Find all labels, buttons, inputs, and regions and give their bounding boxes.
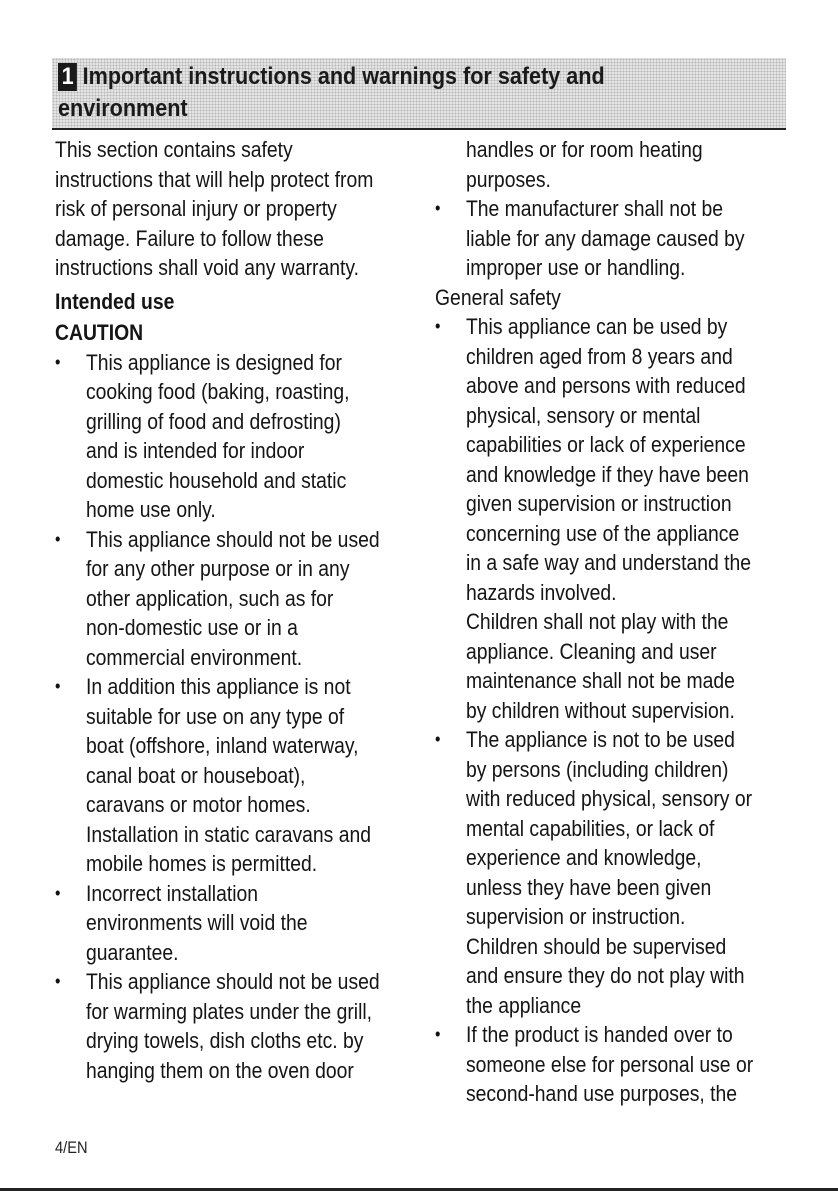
bullet-item	[55, 672, 451, 879]
text-line: risk of personal injury or property	[55, 196, 337, 221]
bullet-icon: •	[435, 198, 441, 218]
text-line: mental capabilities, or lack of	[465, 815, 715, 841]
section-title-line-2: environment	[58, 95, 188, 122]
heading-general-safety: General safety	[435, 284, 561, 310]
text-line: and knowledge if they have been	[465, 461, 749, 487]
text-line: caravans or motor homes.	[85, 792, 311, 817]
text-line: improper use or handling.	[465, 255, 686, 280]
text-line: This appliance can be used by	[465, 314, 728, 339]
text-line: cooking food (baking, roasting,	[85, 379, 350, 404]
bullet-item	[55, 525, 451, 673]
text-line: environments will void the	[85, 910, 308, 935]
bullet-item	[435, 725, 831, 1020]
bullet-icon: •	[435, 729, 441, 749]
text-line: by persons (including children)	[465, 756, 729, 782]
intro-paragraph	[55, 135, 451, 283]
text-line: damage. Failure to follow these	[55, 225, 324, 251]
text-line: and is intended for indoor	[85, 438, 305, 463]
section-number: 1	[58, 63, 77, 91]
text-line: in a safe way and understand the	[465, 550, 752, 575]
text-line: Incorrect installation	[85, 880, 259, 906]
text-line: handles or for room heating	[465, 137, 703, 162]
text-line: Installation in static caravans and	[85, 821, 371, 847]
text-line: with reduced physical, sensory or	[465, 786, 753, 811]
text-line: second-hand use purposes, the	[465, 1081, 738, 1106]
bullet-item	[55, 879, 451, 968]
text-line: and ensure they do not play with	[465, 963, 745, 988]
text-line: In addition this appliance is not	[85, 674, 351, 699]
text-line: mobile homes is permitted.	[85, 851, 318, 876]
text-line: the appliance	[465, 992, 582, 1018]
bullet-item	[55, 967, 451, 1085]
bullet-item	[435, 312, 831, 725]
section-title	[58, 61, 778, 125]
continuation-text	[435, 135, 831, 194]
bullet-icon: •	[55, 676, 61, 696]
text-line: someone else for personal use or	[465, 1051, 754, 1077]
text-line: Children should be supervised	[465, 933, 727, 959]
text-line: This appliance should not be used	[85, 969, 380, 994]
text-line: hanging them on the oven door	[85, 1057, 354, 1083]
left-column	[55, 135, 455, 1085]
text-line: for warming plates under the grill,	[85, 998, 373, 1024]
bullet-item	[55, 348, 451, 525]
text-line: This appliance is designed for	[85, 349, 342, 375]
bullet-icon: •	[435, 1024, 441, 1044]
section-header	[52, 58, 786, 130]
bullet-icon: •	[55, 528, 61, 549]
text-line: The manufacturer shall not be	[465, 196, 724, 221]
text-line: commercial environment.	[85, 644, 303, 670]
page-number: 4/EN	[55, 1138, 88, 1157]
text-line: hazards involved.	[465, 579, 617, 605]
text-line: physical, sensory or mental	[465, 402, 701, 428]
text-line: other application, such as for	[85, 585, 334, 611]
text-line: The appliance is not to be used	[465, 727, 735, 752]
bullet-item	[435, 1020, 831, 1109]
section-title-line-1: Important instructions and warnings for safety and	[82, 63, 605, 90]
text-line: purposes.	[465, 166, 551, 192]
bullet-icon: •	[55, 882, 61, 903]
text-line: boat (offshore, inland waterway,	[85, 733, 359, 758]
text-line: This section contains safety	[55, 137, 293, 162]
text-line: concerning use of the appliance	[465, 520, 740, 546]
text-line: children aged from 8 years and	[465, 343, 733, 369]
text-line: If the product is handed over to	[465, 1022, 733, 1047]
text-line: suitable for use on any type of	[85, 703, 345, 729]
bullet-icon: •	[55, 351, 61, 372]
text-line: above and persons with reduced	[465, 373, 746, 398]
text-line: appliance. Cleaning and user	[465, 638, 717, 664]
text-line: maintenance shall not be made	[465, 668, 735, 693]
bullet-item	[435, 194, 831, 283]
text-line: by children without supervision.	[465, 697, 735, 723]
text-line: guarantee.	[85, 939, 179, 965]
text-line: drying towels, dish cloths etc. by	[85, 1028, 364, 1053]
text-line: grilling of food and defrosting)	[85, 408, 341, 434]
text-line: non-domestic use or in a	[85, 615, 298, 640]
text-line: experience and knowledge,	[465, 845, 702, 870]
text-line: unless they have been given	[465, 874, 712, 900]
bullet-icon: •	[435, 316, 441, 336]
text-line: for any other purpose or in any	[85, 556, 350, 581]
text-line: capabilities or lack of experience	[465, 432, 746, 457]
bullet-icon: •	[55, 971, 61, 991]
text-line: given supervision or instruction	[465, 491, 732, 516]
right-column	[435, 135, 835, 1109]
text-line: This appliance should not be used	[85, 526, 380, 552]
text-line: canal boat or houseboat),	[85, 762, 306, 788]
text-line: Children shall not play with the	[465, 609, 729, 634]
text-line: instructions that will help protect from	[55, 166, 374, 192]
text-line: supervision or instruction.	[465, 904, 686, 929]
heading-intended-use: Intended use	[55, 288, 175, 314]
text-line: domestic household and static	[85, 467, 347, 493]
text-line: liable for any damage caused by	[465, 225, 745, 251]
heading-caution: CAUTION	[55, 320, 144, 345]
text-line: home use only.	[85, 497, 216, 522]
text-line: instructions shall void any warranty.	[55, 255, 360, 280]
